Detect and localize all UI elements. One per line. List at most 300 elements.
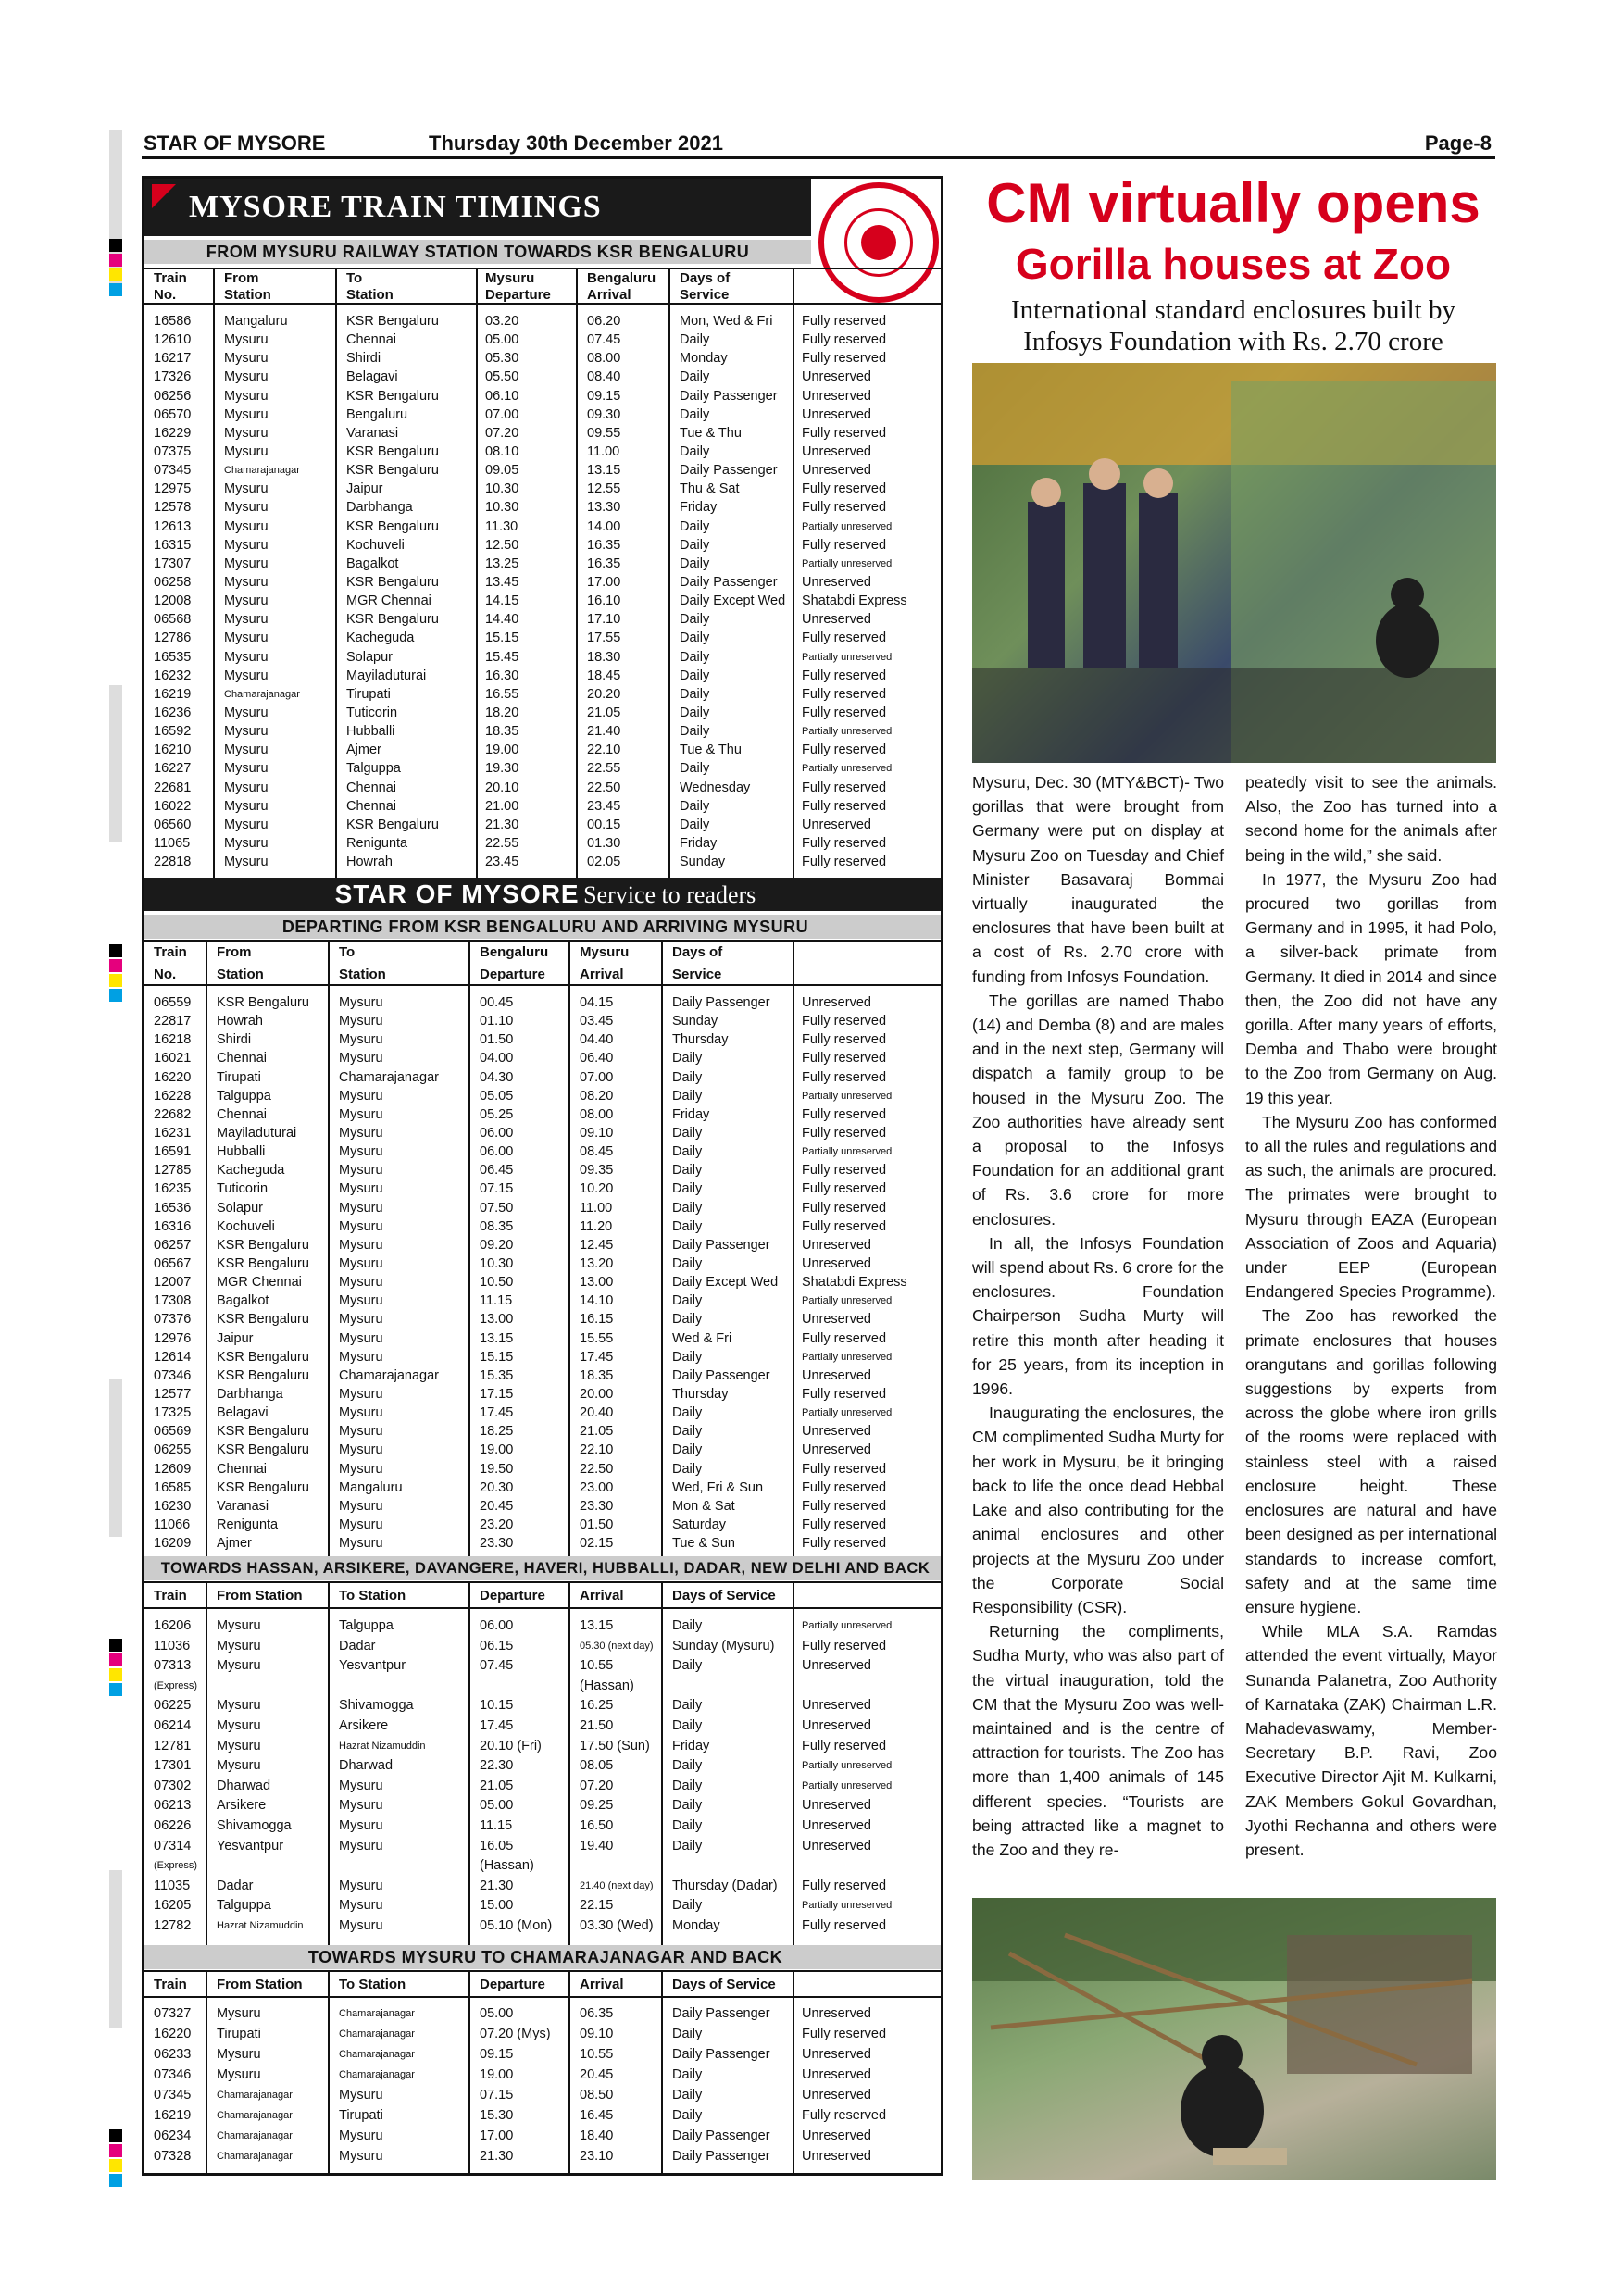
table-cell: Daily <box>680 705 710 720</box>
table-cell: Unreserved <box>802 612 871 628</box>
table-cell: Mysuru <box>339 995 383 1010</box>
table-cell: 06.00 <box>480 1618 514 1633</box>
table-cell: Chamarajanagar <box>224 465 300 477</box>
table-cell: Mysuru <box>339 1349 383 1365</box>
table-cell: Mysuru <box>339 1275 383 1291</box>
table-cell: 16210 <box>154 742 192 758</box>
article-column-2 <box>1245 770 1497 1862</box>
table-body-4 <box>144 2004 943 2167</box>
table-cell: 13.25 <box>485 555 519 571</box>
table-cell: 16021 <box>154 1051 192 1067</box>
column-rule <box>793 268 794 878</box>
table-cell: 21.40 (next day) <box>580 1879 654 1891</box>
table-row <box>144 461 943 480</box>
table-row <box>144 518 943 536</box>
table-cell: Unreserved <box>802 2088 871 2103</box>
table-cell: Tirupati <box>217 1069 261 1085</box>
registration-bar <box>109 685 122 842</box>
table-cell: Daily <box>680 649 710 665</box>
table-cell: 17301 <box>154 1758 192 1774</box>
table-row <box>144 1087 943 1105</box>
table-cell: Partially unreserved <box>802 1351 893 1363</box>
table-cell: Mysuru <box>339 2088 383 2103</box>
table-cell: Mysuru <box>217 2067 261 2082</box>
article-column-1 <box>972 770 1224 1862</box>
table-cell: Partially unreserved <box>802 1760 893 1772</box>
table-cell: Bagalkot <box>346 555 399 571</box>
table-cell: Daily <box>680 443 710 459</box>
timetable-title-bar <box>144 179 811 236</box>
table-cell: Fully reserved <box>802 1032 887 1048</box>
table-cell: Mysuru <box>224 780 269 795</box>
table-row <box>144 1916 943 1937</box>
table-cell: Unreserved <box>802 2047 871 2062</box>
table-row <box>144 1441 943 1459</box>
table-cell: 12.50 <box>485 537 519 553</box>
table-cell: 10.55 <box>580 1658 614 1674</box>
table-cell: Tuticorin <box>346 705 398 720</box>
table-body-3 <box>144 1616 943 1937</box>
table-cell: 09.55 <box>587 425 621 441</box>
table-cell: 16220 <box>154 1069 192 1085</box>
table-cell: 04.15 <box>580 995 614 1010</box>
table-cell: 23.45 <box>587 798 621 814</box>
table-cell: Fully reserved <box>802 1106 887 1122</box>
table-cell: Mysuru <box>339 1424 383 1440</box>
table-cell: Ajmer <box>346 742 381 758</box>
column-rule <box>576 268 578 878</box>
article-paragraph: peatedly visit to see the animals. Also, the Zoo has turned into a second home for the animals after being in the wild,” she said. <box>1245 773 1497 865</box>
table-cell: Mysuru <box>217 2047 261 2062</box>
table-cell: 05.00 <box>485 332 519 348</box>
table-cell: 07.20 <box>580 1778 614 1793</box>
table-cell: Mysuru <box>224 855 269 870</box>
table-cell: Mysuru <box>339 1442 383 1458</box>
table-cell: 07.45 <box>587 332 621 348</box>
table-cell: Unreserved <box>802 1255 871 1271</box>
table-cell: 16219 <box>154 2108 192 2123</box>
table-cell: Mysuru <box>339 1163 383 1179</box>
table-cell: 07345 <box>154 463 192 479</box>
column-rule <box>213 268 215 878</box>
table-cell: Mysuru <box>224 332 269 348</box>
table-cell: Darbhanga <box>217 1386 283 1402</box>
column-rule <box>793 940 794 1556</box>
table-row <box>144 1616 943 1637</box>
table-cell: Fully reserved <box>802 1461 887 1477</box>
table-cell: 06.00 <box>480 1125 514 1141</box>
column-rule <box>668 268 670 878</box>
table-cell: Shirdi <box>346 351 381 367</box>
table-cell: Fully reserved <box>802 780 887 795</box>
table-cell: 16231 <box>154 1125 192 1141</box>
table-cell: 19.00 <box>480 1442 514 1458</box>
article-paragraph: Returning the compliments, Sudha Murty, who was also part of the virtual inauguration, told the CM that the Mysuru Zoo was well-maintained and is the centre of attraction for tourists. The Zoo has more than 1,400 animals of 145 different species. “Tourists are being attracted like a magnet to the Zoo and they re- <box>972 1622 1224 1859</box>
table-cell: 17326 <box>154 369 192 385</box>
table-cell: 16229 <box>154 425 192 441</box>
table-cell: Chennai <box>346 798 397 814</box>
table-cell: 06257 <box>154 1237 192 1253</box>
table-cell: 19.30 <box>485 761 519 777</box>
table-cell: Partially unreserved <box>802 520 893 532</box>
table-cell: Daily Passenger <box>672 995 770 1010</box>
table-cell: 07.50 <box>480 1200 514 1216</box>
table-cell: 11036 <box>154 1638 191 1653</box>
table-cell: 11.15 <box>480 1817 513 1833</box>
table-cell: Partially unreserved <box>802 763 893 775</box>
table-cell: Mysuru <box>224 537 269 553</box>
table-row <box>144 629 943 647</box>
table-cell: Partially unreserved <box>802 1146 893 1158</box>
table-cell: Daily Passenger <box>680 574 778 590</box>
table-cell: 15.15 <box>480 1349 514 1365</box>
table-cell: Partially unreserved <box>802 1900 893 1912</box>
table-row <box>144 797 943 816</box>
table-cell: (Hassan) <box>480 1858 534 1874</box>
table-cell: MGR Chennai <box>217 1275 302 1291</box>
table-cell: 16227 <box>154 761 192 777</box>
table-cell: Daily Except Wed <box>672 1275 779 1291</box>
table-cell: Talguppa <box>346 761 401 777</box>
table-cell: 06.20 <box>587 314 621 329</box>
table-cell: Arsikere <box>217 1798 267 1814</box>
table-cell: (Hassan) <box>580 1678 634 1693</box>
table-cell: Mysuru <box>339 1125 383 1141</box>
table-cell: 06213 <box>154 1798 192 1814</box>
table-cell: Talguppa <box>217 1898 271 1914</box>
table-cell: Chamarajanagar <box>339 1367 440 1383</box>
table-cell: 17.45 <box>580 1349 614 1365</box>
table-cell: KSR Bengaluru <box>346 518 439 534</box>
table-cell: Daily <box>680 724 710 740</box>
article-deck: International standard enclosures built by Infosys Foundation with Rs. 2.70 crore <box>1011 295 1455 356</box>
table-cell: 11.15 <box>480 1293 513 1309</box>
table-cell: Sunday <box>680 855 726 870</box>
page-header <box>142 130 1495 159</box>
table-cell: Chamarajanagar <box>339 2069 415 2080</box>
table-cell: 06255 <box>154 1442 192 1458</box>
table-cell: Mysuru <box>224 406 269 422</box>
table-cell: 16.30 <box>485 668 519 683</box>
table-cell: 17.15 <box>480 1386 514 1402</box>
table-cell: 16592 <box>154 724 192 740</box>
table-cell: KSR Bengaluru <box>346 574 439 590</box>
table-cell: KSR Bengaluru <box>217 1237 309 1253</box>
table-row <box>144 349 943 368</box>
column-rule <box>206 1581 207 1945</box>
table-cell: Mysuru <box>339 1218 383 1234</box>
column-rule <box>468 1970 470 2176</box>
table-cell: 03.45 <box>580 1014 614 1029</box>
table-cell: 07376 <box>154 1312 192 1328</box>
table-row <box>144 387 943 406</box>
table-cell: 11065 <box>154 835 191 851</box>
table-cell: Mayiladuturai <box>217 1125 297 1141</box>
table-cell: Chennai <box>217 1051 268 1067</box>
table-cell: 06560 <box>154 817 192 832</box>
table-cell: Daily <box>672 1051 703 1067</box>
table-cell: 22682 <box>154 1106 192 1122</box>
table-cell: 20.45 <box>480 1498 514 1514</box>
registration-mark <box>109 283 122 296</box>
table-cell: 07346 <box>154 2067 192 2082</box>
table-cell: 14.15 <box>485 593 519 609</box>
registration-mark <box>109 239 122 252</box>
table-cell: Mysuru <box>224 518 269 534</box>
table-cell: Unreserved <box>802 1442 871 1458</box>
table-row <box>144 1677 943 1697</box>
table-cell: 17.45 <box>480 1405 514 1421</box>
table-cell: Unreserved <box>802 369 871 385</box>
registration-mark <box>109 1653 122 1666</box>
table-row <box>144 592 943 610</box>
table-cell: Fully reserved <box>802 1330 887 1346</box>
table-cell: 06226 <box>154 1817 192 1833</box>
table-cell: KSR Bengaluru <box>217 1424 309 1440</box>
table-cell: Mysuru <box>217 1638 261 1653</box>
table-cell: Daily <box>672 1293 703 1309</box>
table-cell: Varanasi <box>346 425 399 441</box>
column-rule <box>328 1970 330 2176</box>
table-cell: Partially unreserved <box>802 1295 893 1307</box>
table-cell: 16315 <box>154 537 192 553</box>
table-cell: 06.15 <box>480 1638 514 1653</box>
column-rule <box>328 1581 330 1945</box>
table-cell: 09.35 <box>580 1163 614 1179</box>
table-cell: Mon, Wed & Fri <box>680 314 773 329</box>
table-cell: Fully reserved <box>802 1386 887 1402</box>
table-cell: Daily <box>672 1405 703 1421</box>
table-cell: 10.30 <box>485 481 519 497</box>
table-row <box>144 555 943 573</box>
table-cell: Daily <box>680 406 710 422</box>
article-paragraph: Inaugurating the enclosures, the CM complimented Sudha Murty for her work in Mysuru, be it bringing back to life the once dead Hebbal Lake and also contributing for the animal enclosures and other projects at the Mysuru Zoo under the Corporate Social Responsibility (CSR). <box>972 1404 1224 1616</box>
table-cell: 20.10 (Fri) <box>480 1738 542 1753</box>
table-cell: Mysuru <box>339 1106 383 1122</box>
table-cell: 22681 <box>154 780 192 795</box>
registration-mark <box>109 989 122 1002</box>
table-cell: 05.30 <box>485 351 519 367</box>
registration-mark <box>109 2144 122 2157</box>
table-cell: 11066 <box>154 1516 191 1532</box>
table-cell: 06.35 <box>580 2006 614 2021</box>
column-rule <box>476 268 478 878</box>
table-row <box>144 498 943 517</box>
table-cell: Wed, Fri & Sun <box>672 1479 764 1495</box>
table-cell: Renigunta <box>217 1516 279 1532</box>
registration-mark <box>109 2129 122 2142</box>
table-cell: Mysuru <box>339 1917 383 1933</box>
table-cell: Unreserved <box>802 463 871 479</box>
table-cell: 19.50 <box>480 1461 514 1477</box>
table-cell: Belagavi <box>217 1405 269 1421</box>
table-cell: Belagavi <box>346 369 398 385</box>
table-cell: Mysuru <box>224 388 269 404</box>
table-cell: 03.30 (Wed) <box>580 1917 654 1933</box>
table-cell: Unreserved <box>802 406 871 422</box>
column-rule <box>568 1970 570 2176</box>
table-cell: 12578 <box>154 500 192 516</box>
table-cell: Kacheguda <box>217 1163 285 1179</box>
table-cell: Mysuru <box>224 761 269 777</box>
table-cell: Arsikere <box>339 1717 389 1733</box>
table-row <box>144 1292 943 1310</box>
table-cell: 20.30 <box>480 1479 514 1495</box>
table-cell: Mysuru <box>339 1200 383 1216</box>
table-cell: Daily <box>672 1088 703 1104</box>
table-cell: Shatabdi Express <box>802 1275 907 1291</box>
table-cell: Daily <box>672 1838 703 1853</box>
table-cell: 22.55 <box>485 835 519 851</box>
table-cell: Mysuru <box>217 1717 261 1733</box>
table-cell: 02.15 <box>580 1536 614 1552</box>
table-cell: Chamarajanagar <box>217 2110 293 2121</box>
table-cell: 11.00 <box>587 443 620 459</box>
column-rule <box>793 1581 794 1945</box>
table-cell: 22.10 <box>580 1442 614 1458</box>
table-cell: Mysuru <box>339 1255 383 1271</box>
table-cell: Partially unreserved <box>802 1779 893 1791</box>
table-cell: Unreserved <box>802 1717 871 1733</box>
table-row <box>144 424 943 443</box>
table-cell: Wed & Fri <box>672 1330 732 1346</box>
table-cell: 16591 <box>154 1144 192 1160</box>
table-cell: Fully reserved <box>802 1516 887 1532</box>
table-row <box>144 648 943 667</box>
table-cell: KSR Bengaluru <box>346 443 439 459</box>
table-row <box>144 1716 943 1737</box>
table-row <box>144 2004 943 2025</box>
table-cell: Fully reserved <box>802 1917 887 1933</box>
table-cell: 01.30 <box>587 835 621 851</box>
table-cell: Daily Passenger <box>672 1237 770 1253</box>
photo-cm-at-gorilla-enclosure <box>972 363 1496 763</box>
table-row <box>144 1030 943 1049</box>
table-cell: Fully reserved <box>802 1218 887 1234</box>
table-cell: 03.20 <box>485 314 519 329</box>
table-cell: Shivamogga <box>217 1817 292 1833</box>
table-cell: Daily <box>672 1898 703 1914</box>
table-cell: 16.05 <box>480 1838 514 1853</box>
table-cell: Daily <box>680 798 710 814</box>
table-cell: 11.00 <box>580 1200 613 1216</box>
table-cell: 04.30 <box>480 1069 514 1085</box>
table-cell: 21.30 <box>480 2149 514 2164</box>
photo-gorilla-enclosure <box>972 1898 1496 2180</box>
table-cell: Chennai <box>346 332 397 348</box>
table-cell: 17308 <box>154 1293 192 1309</box>
table-header-4: Train From Station To Station Departure Arrival Days of Service <box>144 1970 943 1998</box>
table-cell: 08.05 <box>580 1758 614 1774</box>
table-cell: Mysuru <box>217 1698 261 1714</box>
table-row <box>144 1756 943 1777</box>
table-cell: 12975 <box>154 481 192 497</box>
table-cell: Mysuru <box>224 798 269 814</box>
table-cell: 16.10 <box>587 593 621 609</box>
article-paragraph: The gorillas are named Thabo (14) and Demba (8) and are males and in the next step, Germany will dispatch a family group to be housed in the Mysuru Zoo. The Zoo authorities have already sent a proposal to the Infosys Foundation for an additional grant of Rs. 3.6 crore for more enclosures. <box>972 991 1224 1229</box>
table-cell: Tue & Thu <box>680 742 742 758</box>
table-cell: Daily <box>672 1312 703 1328</box>
table-cell: 06567 <box>154 1255 192 1271</box>
table-cell: Daily <box>672 1461 703 1477</box>
column-rule <box>335 268 337 878</box>
table-cell: Unreserved <box>802 1312 871 1328</box>
table-row <box>144 1637 943 1657</box>
table-cell: Fully reserved <box>802 1125 887 1141</box>
table-cell: 07328 <box>154 2149 192 2164</box>
table-cell: Fully reserved <box>802 798 887 814</box>
table-cell: 16.55 <box>485 686 519 702</box>
table-cell: Fully reserved <box>802 668 887 683</box>
table-row <box>144 1236 943 1254</box>
table-cell: Unreserved <box>802 1798 871 1814</box>
table-cell: 17325 <box>154 1405 192 1421</box>
table-cell: Kochuveli <box>346 537 405 553</box>
table-cell: Kacheguda <box>346 630 415 646</box>
article-paragraph: The Mysuru Zoo has conformed to all the rules and regulations and as such, the animals are procured. The primates were brought to Mysuru through EAZA (European Association of Zoos and Aquaria) under EEP (European Endangered Species Programme). <box>1245 1112 1497 1302</box>
table-cell: 09.30 <box>587 406 621 422</box>
table-cell: 12786 <box>154 630 192 646</box>
article-paragraph: Mysuru, Dec. 30 (MTY&BCT)- Two gorillas that were brought from Germany were put on display at Mysuru Zoo on Tuesday and Chief Minister Basavaraj Bommai virtually inaugurated the enclosures that have been built at a cost of Rs. 2.70 crore with funding from Infosys Foundation. <box>972 773 1224 986</box>
table-row <box>144 722 943 741</box>
table-cell: 22.50 <box>587 780 621 795</box>
table-cell: 13.15 <box>580 1618 614 1633</box>
table-cell: Chamarajanagar <box>217 2090 293 2101</box>
table-cell: Daily Except Wed <box>680 593 786 609</box>
table-cell: 17.55 <box>587 630 621 646</box>
registration-mark <box>109 2159 122 2172</box>
table-cell: Chamarajanagar <box>224 688 300 700</box>
table-cell: Chamarajanagar <box>339 2008 415 2019</box>
table-cell: 12976 <box>154 1330 192 1346</box>
table-cell: 12614 <box>154 1349 192 1365</box>
article-paragraph: While MLA S.A. Ramdas attended the event virtually, Mayor Sunanda Palanetra, Zoo Authority of Karnataka (ZAK) Chairman L.R. Mahadevaswamy, Member-Secretary B.P. Ravi, Zoo Executive Director Ajit M. Kulkarni, ZAK Members Gokul Govardhan, Jyothi Rechanna and others were present. <box>1245 1622 1497 1859</box>
table-cell: 21.40 <box>587 724 621 740</box>
table-cell: 06234 <box>154 2128 192 2143</box>
table-cell: 09.25 <box>580 1798 614 1814</box>
table-cell: Fully reserved <box>802 1014 887 1029</box>
table-cell: 07313 <box>154 1658 192 1674</box>
table-cell: KSR Bengaluru <box>346 612 439 628</box>
table-cell: 06568 <box>154 612 192 628</box>
registration-mark <box>109 1683 122 1696</box>
table-row <box>144 1273 943 1292</box>
table-cell: Fully reserved <box>802 705 887 720</box>
headline-line-2: Gorilla houses at Zoo <box>1015 240 1452 288</box>
table-cell: Unreserved <box>802 2067 871 2082</box>
table-cell: 16.45 <box>580 2108 614 2123</box>
table-cell: 12.45 <box>580 1237 614 1253</box>
table-cell: 18.30 <box>587 649 621 665</box>
table-cell: 17.50 (Sun) <box>580 1738 650 1753</box>
table-cell: Daily <box>672 1424 703 1440</box>
table-cell: Fully reserved <box>802 1051 887 1067</box>
table-cell: Unreserved <box>802 388 871 404</box>
table-cell: 12577 <box>154 1386 192 1402</box>
table-cell: 07.45 <box>480 1658 514 1674</box>
table-cell: 13.15 <box>587 463 621 479</box>
table-cell: 06.40 <box>580 1051 614 1067</box>
table-cell: Daily <box>680 369 710 385</box>
page-number: Page-8 <box>1424 131 1492 155</box>
table-cell: 17.00 <box>480 2128 514 2143</box>
table-cell: Mysuru <box>339 1536 383 1552</box>
table-cell: Fully reserved <box>802 630 887 646</box>
table-cell: Daily <box>672 1200 703 1216</box>
table-cell: 16236 <box>154 705 192 720</box>
registration-mark <box>109 959 122 972</box>
table-row <box>144 1348 943 1366</box>
